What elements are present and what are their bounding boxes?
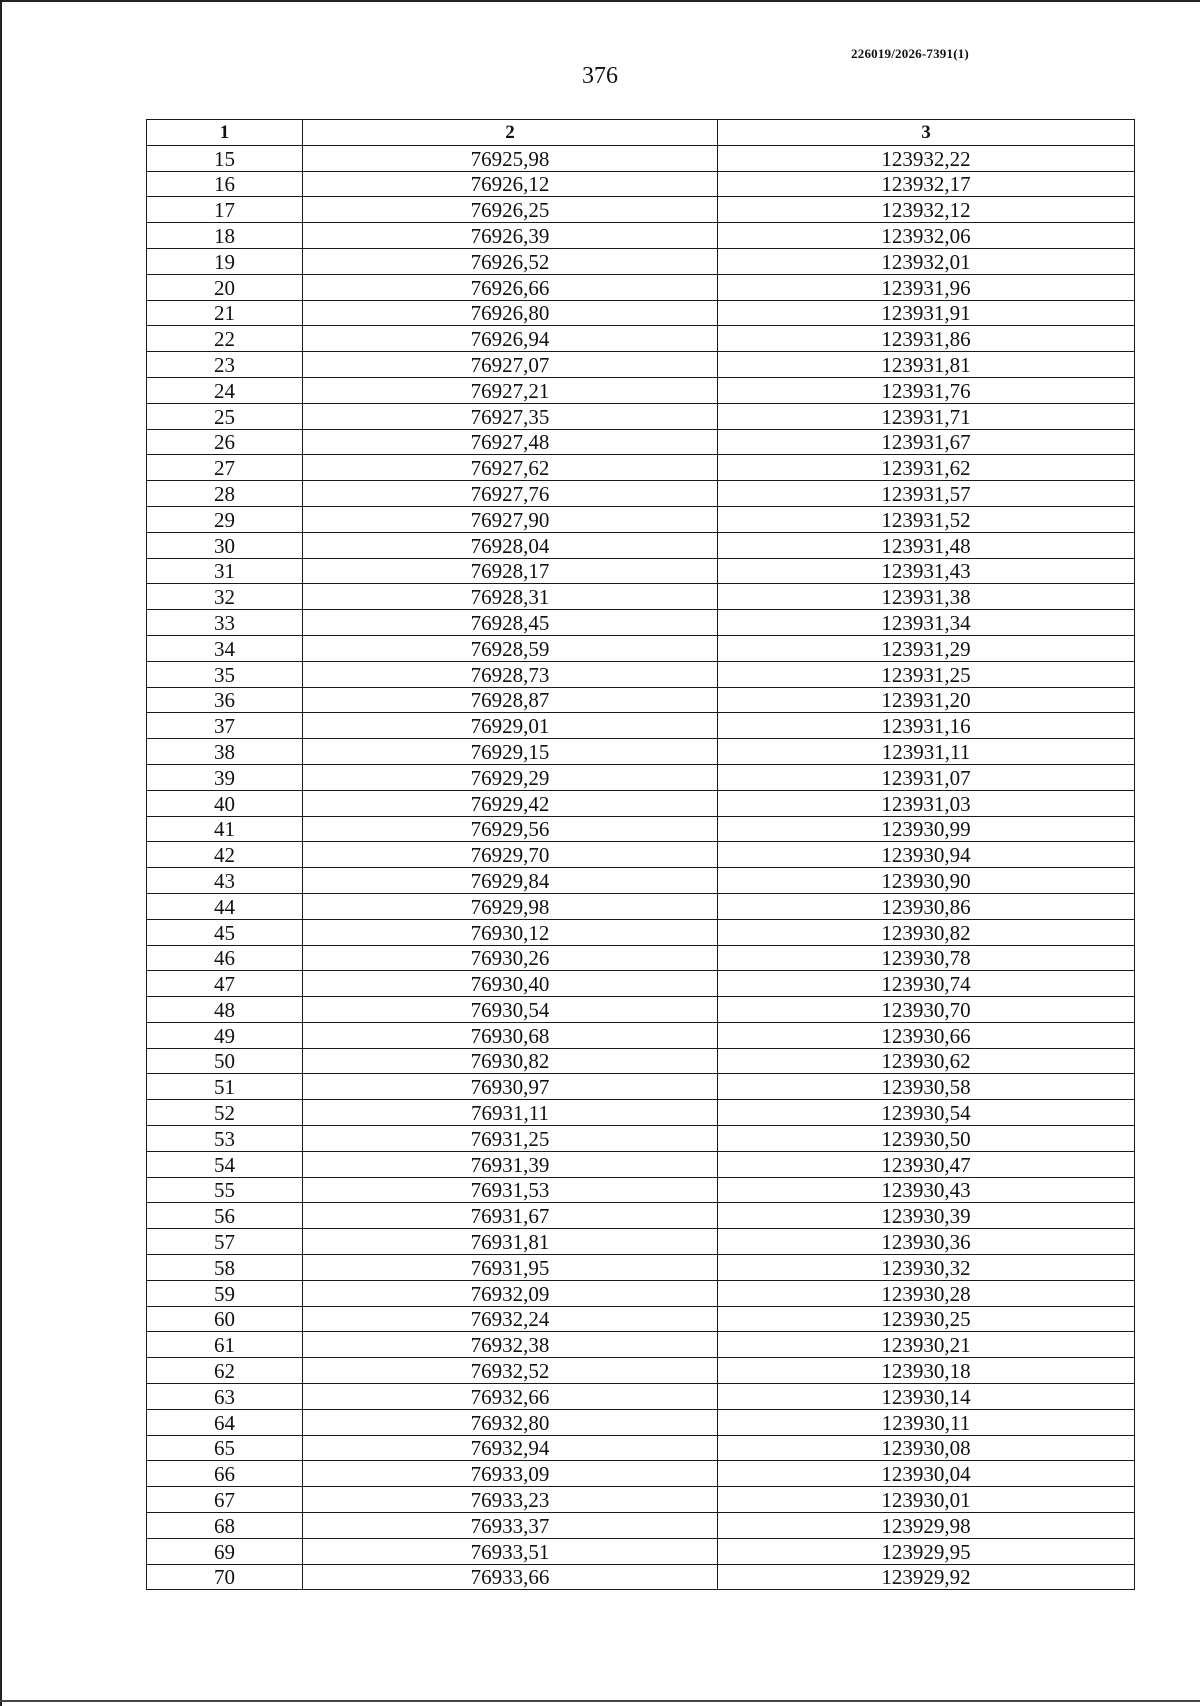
y-coordinate-cell: 123930,25	[718, 1306, 1135, 1332]
x-coordinate-cell: 76926,12	[303, 171, 718, 197]
table-row	[147, 558, 1135, 584]
table-row	[147, 661, 1135, 687]
x-coordinate-cell: 76929,56	[303, 816, 718, 842]
table-row	[147, 1280, 1135, 1306]
point-number-cell: 16	[147, 171, 303, 197]
column-header-1: 1	[147, 120, 303, 146]
y-coordinate-cell: 123931,07	[718, 764, 1135, 790]
y-coordinate-cell: 123931,34	[718, 610, 1135, 636]
table-row	[147, 1074, 1135, 1100]
y-coordinate-cell: 123930,04	[718, 1461, 1135, 1487]
table-body	[147, 145, 1135, 1590]
table-row	[147, 377, 1135, 403]
table-row	[147, 1255, 1135, 1281]
point-number-cell: 25	[147, 403, 303, 429]
point-number-cell: 70	[147, 1564, 303, 1590]
point-number-cell: 39	[147, 764, 303, 790]
point-number-cell: 59	[147, 1280, 303, 1306]
point-number-cell: 69	[147, 1538, 303, 1564]
table-row	[147, 171, 1135, 197]
point-number-cell: 20	[147, 274, 303, 300]
point-number-cell: 68	[147, 1513, 303, 1539]
y-coordinate-cell: 123930,36	[718, 1229, 1135, 1255]
y-coordinate-cell: 123930,32	[718, 1255, 1135, 1281]
x-coordinate-cell: 76927,07	[303, 352, 718, 378]
point-number-cell: 50	[147, 1048, 303, 1074]
table-row	[147, 1203, 1135, 1229]
x-coordinate-cell: 76933,09	[303, 1461, 718, 1487]
point-number-cell: 62	[147, 1358, 303, 1384]
y-coordinate-cell: 123930,70	[718, 997, 1135, 1023]
y-coordinate-cell: 123930,43	[718, 1177, 1135, 1203]
x-coordinate-cell: 76928,04	[303, 532, 718, 558]
x-coordinate-cell: 76929,29	[303, 764, 718, 790]
point-number-cell: 35	[147, 661, 303, 687]
x-coordinate-cell: 76926,80	[303, 300, 718, 326]
point-number-cell: 24	[147, 377, 303, 403]
point-number-cell: 65	[147, 1435, 303, 1461]
table-row	[147, 326, 1135, 352]
table-row	[147, 1435, 1135, 1461]
y-coordinate-cell: 123931,03	[718, 790, 1135, 816]
point-number-cell: 21	[147, 300, 303, 326]
table-row	[147, 1022, 1135, 1048]
y-coordinate-cell: 123930,01	[718, 1487, 1135, 1513]
x-coordinate-cell: 76932,52	[303, 1358, 718, 1384]
x-coordinate-cell: 76932,94	[303, 1435, 718, 1461]
table-row	[147, 816, 1135, 842]
x-coordinate-cell: 76931,53	[303, 1177, 718, 1203]
x-coordinate-cell: 76929,15	[303, 739, 718, 765]
x-coordinate-cell: 76931,39	[303, 1151, 718, 1177]
page-number: 376	[582, 63, 618, 89]
y-coordinate-cell: 123930,18	[718, 1358, 1135, 1384]
table-row	[147, 739, 1135, 765]
table-row	[147, 1461, 1135, 1487]
point-number-cell: 57	[147, 1229, 303, 1255]
y-coordinate-cell: 123930,94	[718, 842, 1135, 868]
y-coordinate-cell: 123930,08	[718, 1435, 1135, 1461]
table-row	[147, 893, 1135, 919]
y-coordinate-cell: 123930,54	[718, 1100, 1135, 1126]
scan-edge-top	[0, 0, 1200, 2]
point-number-cell: 49	[147, 1022, 303, 1048]
x-coordinate-cell: 76932,09	[303, 1280, 718, 1306]
table-row	[147, 1487, 1135, 1513]
y-coordinate-cell: 123930,28	[718, 1280, 1135, 1306]
x-coordinate-cell: 76929,70	[303, 842, 718, 868]
table-row	[147, 1513, 1135, 1539]
point-number-cell: 64	[147, 1409, 303, 1435]
table-row	[147, 790, 1135, 816]
table-row	[147, 197, 1135, 223]
coordinates-table-container	[146, 119, 1134, 1590]
scan-edge-left	[0, 0, 2, 1706]
y-coordinate-cell: 123930,99	[718, 816, 1135, 842]
y-coordinate-cell: 123929,92	[718, 1564, 1135, 1590]
x-coordinate-cell: 76933,37	[303, 1513, 718, 1539]
x-coordinate-cell: 76930,40	[303, 971, 718, 997]
table-header-row	[147, 120, 1135, 146]
y-coordinate-cell: 123930,11	[718, 1409, 1135, 1435]
point-number-cell: 29	[147, 506, 303, 532]
x-coordinate-cell: 76930,97	[303, 1074, 718, 1100]
document-reference: 226019/2026-7391(1)	[851, 46, 969, 61]
x-coordinate-cell: 76932,80	[303, 1409, 718, 1435]
point-number-cell: 23	[147, 352, 303, 378]
y-coordinate-cell: 123931,43	[718, 558, 1135, 584]
table-row	[147, 1177, 1135, 1203]
x-coordinate-cell: 76926,66	[303, 274, 718, 300]
table-row	[147, 1126, 1135, 1152]
y-coordinate-cell: 123931,29	[718, 635, 1135, 661]
table-row	[147, 1151, 1135, 1177]
y-coordinate-cell: 123930,90	[718, 868, 1135, 894]
table-row	[147, 584, 1135, 610]
y-coordinate-cell: 123929,98	[718, 1513, 1135, 1539]
y-coordinate-cell: 123930,74	[718, 971, 1135, 997]
x-coordinate-cell: 76927,35	[303, 403, 718, 429]
table-row	[147, 403, 1135, 429]
table-row	[147, 145, 1135, 171]
x-coordinate-cell: 76932,66	[303, 1384, 718, 1410]
x-coordinate-cell: 76928,73	[303, 661, 718, 687]
point-number-cell: 18	[147, 223, 303, 249]
x-coordinate-cell: 76928,45	[303, 610, 718, 636]
table-row	[147, 1100, 1135, 1126]
x-coordinate-cell: 76927,48	[303, 429, 718, 455]
table-row	[147, 1358, 1135, 1384]
x-coordinate-cell: 76926,52	[303, 248, 718, 274]
x-coordinate-cell: 76927,90	[303, 506, 718, 532]
table-row	[147, 713, 1135, 739]
point-number-cell: 15	[147, 145, 303, 171]
x-coordinate-cell: 76926,25	[303, 197, 718, 223]
column-header-2: 2	[303, 120, 718, 146]
point-number-cell: 60	[147, 1306, 303, 1332]
y-coordinate-cell: 123931,67	[718, 429, 1135, 455]
table-row	[147, 687, 1135, 713]
point-number-cell: 51	[147, 1074, 303, 1100]
y-coordinate-cell: 123931,86	[718, 326, 1135, 352]
y-coordinate-cell: 123931,57	[718, 481, 1135, 507]
coordinates-table	[146, 119, 1135, 1590]
table-row	[147, 1332, 1135, 1358]
x-coordinate-cell: 76930,12	[303, 919, 718, 945]
table-row	[147, 481, 1135, 507]
y-coordinate-cell: 123930,39	[718, 1203, 1135, 1229]
table-row	[147, 1048, 1135, 1074]
y-coordinate-cell: 123932,06	[718, 223, 1135, 249]
x-coordinate-cell: 76930,54	[303, 997, 718, 1023]
point-number-cell: 19	[147, 248, 303, 274]
table-row	[147, 248, 1135, 274]
point-number-cell: 55	[147, 1177, 303, 1203]
table-row	[147, 1538, 1135, 1564]
point-number-cell: 38	[147, 739, 303, 765]
point-number-cell: 67	[147, 1487, 303, 1513]
table-row	[147, 842, 1135, 868]
point-number-cell: 31	[147, 558, 303, 584]
x-coordinate-cell: 76930,26	[303, 945, 718, 971]
point-number-cell: 17	[147, 197, 303, 223]
x-coordinate-cell: 76932,24	[303, 1306, 718, 1332]
x-coordinate-cell: 76931,67	[303, 1203, 718, 1229]
table-row	[147, 506, 1135, 532]
x-coordinate-cell: 76928,59	[303, 635, 718, 661]
table-row	[147, 352, 1135, 378]
point-number-cell: 58	[147, 1255, 303, 1281]
y-coordinate-cell: 123930,14	[718, 1384, 1135, 1410]
table-row	[147, 455, 1135, 481]
point-number-cell: 45	[147, 919, 303, 945]
x-coordinate-cell: 76928,31	[303, 584, 718, 610]
table-row	[147, 223, 1135, 249]
y-coordinate-cell: 123930,66	[718, 1022, 1135, 1048]
x-coordinate-cell: 76931,81	[303, 1229, 718, 1255]
y-coordinate-cell: 123930,58	[718, 1074, 1135, 1100]
y-coordinate-cell: 123931,91	[718, 300, 1135, 326]
point-number-cell: 30	[147, 532, 303, 558]
table-row	[147, 868, 1135, 894]
y-coordinate-cell: 123931,76	[718, 377, 1135, 403]
x-coordinate-cell: 76926,39	[303, 223, 718, 249]
point-number-cell: 40	[147, 790, 303, 816]
point-number-cell: 61	[147, 1332, 303, 1358]
y-coordinate-cell: 123932,22	[718, 145, 1135, 171]
x-coordinate-cell: 76930,68	[303, 1022, 718, 1048]
point-number-cell: 42	[147, 842, 303, 868]
y-coordinate-cell: 123932,01	[718, 248, 1135, 274]
point-number-cell: 66	[147, 1461, 303, 1487]
y-coordinate-cell: 123930,21	[718, 1332, 1135, 1358]
x-coordinate-cell: 76928,17	[303, 558, 718, 584]
y-coordinate-cell: 123931,20	[718, 687, 1135, 713]
y-coordinate-cell: 123931,11	[718, 739, 1135, 765]
point-number-cell: 22	[147, 326, 303, 352]
y-coordinate-cell: 123930,50	[718, 1126, 1135, 1152]
y-coordinate-cell: 123931,48	[718, 532, 1135, 558]
x-coordinate-cell: 76927,62	[303, 455, 718, 481]
point-number-cell: 52	[147, 1100, 303, 1126]
x-coordinate-cell: 76933,23	[303, 1487, 718, 1513]
y-coordinate-cell: 123931,96	[718, 274, 1135, 300]
y-coordinate-cell: 123931,62	[718, 455, 1135, 481]
y-coordinate-cell: 123929,95	[718, 1538, 1135, 1564]
point-number-cell: 34	[147, 635, 303, 661]
y-coordinate-cell: 123931,25	[718, 661, 1135, 687]
table-row	[147, 945, 1135, 971]
column-header-3: 3	[718, 120, 1135, 146]
point-number-cell: 44	[147, 893, 303, 919]
x-coordinate-cell: 76931,95	[303, 1255, 718, 1281]
x-coordinate-cell: 76929,01	[303, 713, 718, 739]
point-number-cell: 33	[147, 610, 303, 636]
table-row	[147, 1384, 1135, 1410]
table-row	[147, 1409, 1135, 1435]
y-coordinate-cell: 123931,71	[718, 403, 1135, 429]
table-row	[147, 997, 1135, 1023]
table-row	[147, 429, 1135, 455]
table-row	[147, 971, 1135, 997]
x-coordinate-cell: 76933,66	[303, 1564, 718, 1590]
y-coordinate-cell: 123931,38	[718, 584, 1135, 610]
x-coordinate-cell: 76930,82	[303, 1048, 718, 1074]
x-coordinate-cell: 76926,94	[303, 326, 718, 352]
table-row	[147, 1564, 1135, 1590]
x-coordinate-cell: 76929,84	[303, 868, 718, 894]
table-row	[147, 635, 1135, 661]
y-coordinate-cell: 123932,17	[718, 171, 1135, 197]
point-number-cell: 32	[147, 584, 303, 610]
table-row	[147, 764, 1135, 790]
table-row	[147, 919, 1135, 945]
scan-edge-bottom	[0, 1700, 1200, 1702]
point-number-cell: 53	[147, 1126, 303, 1152]
x-coordinate-cell: 76931,25	[303, 1126, 718, 1152]
y-coordinate-cell: 123930,78	[718, 945, 1135, 971]
point-number-cell: 46	[147, 945, 303, 971]
point-number-cell: 36	[147, 687, 303, 713]
point-number-cell: 63	[147, 1384, 303, 1410]
y-coordinate-cell: 123930,82	[718, 919, 1135, 945]
x-coordinate-cell: 76928,87	[303, 687, 718, 713]
table-header	[147, 120, 1135, 146]
point-number-cell: 48	[147, 997, 303, 1023]
y-coordinate-cell: 123930,62	[718, 1048, 1135, 1074]
point-number-cell: 27	[147, 455, 303, 481]
x-coordinate-cell: 76929,42	[303, 790, 718, 816]
y-coordinate-cell: 123932,12	[718, 197, 1135, 223]
point-number-cell: 41	[147, 816, 303, 842]
y-coordinate-cell: 123930,86	[718, 893, 1135, 919]
x-coordinate-cell: 76933,51	[303, 1538, 718, 1564]
x-coordinate-cell: 76931,11	[303, 1100, 718, 1126]
point-number-cell: 26	[147, 429, 303, 455]
table-row	[147, 274, 1135, 300]
point-number-cell: 56	[147, 1203, 303, 1229]
y-coordinate-cell: 123931,52	[718, 506, 1135, 532]
table-row	[147, 532, 1135, 558]
y-coordinate-cell: 123931,16	[718, 713, 1135, 739]
point-number-cell: 47	[147, 971, 303, 997]
y-coordinate-cell: 123931,81	[718, 352, 1135, 378]
table-row	[147, 1229, 1135, 1255]
point-number-cell: 28	[147, 481, 303, 507]
y-coordinate-cell: 123930,47	[718, 1151, 1135, 1177]
x-coordinate-cell: 76927,21	[303, 377, 718, 403]
table-row	[147, 610, 1135, 636]
x-coordinate-cell: 76927,76	[303, 481, 718, 507]
x-coordinate-cell: 76929,98	[303, 893, 718, 919]
x-coordinate-cell: 76925,98	[303, 145, 718, 171]
point-number-cell: 37	[147, 713, 303, 739]
table-row	[147, 1306, 1135, 1332]
point-number-cell: 43	[147, 868, 303, 894]
x-coordinate-cell: 76932,38	[303, 1332, 718, 1358]
table-row	[147, 300, 1135, 326]
point-number-cell: 54	[147, 1151, 303, 1177]
